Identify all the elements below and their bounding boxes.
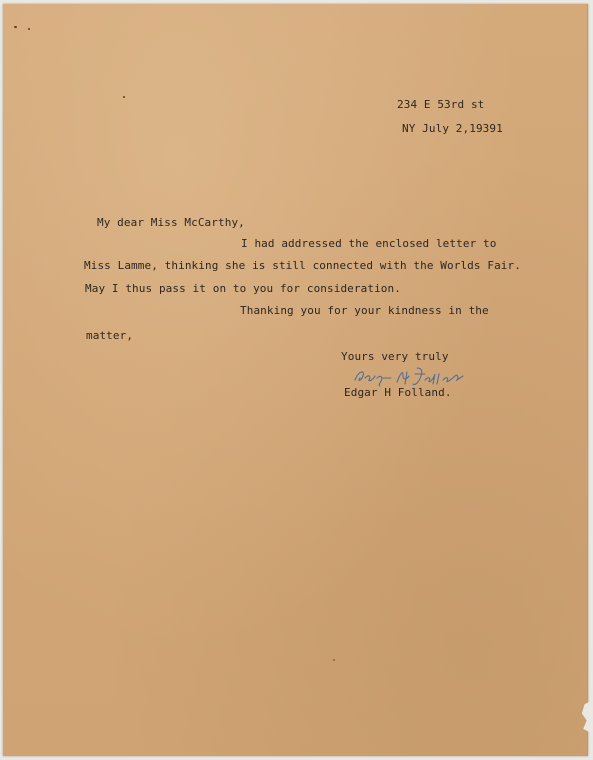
paper-speck: [28, 28, 30, 30]
body-line-4: Thanking you for your kindness in the: [240, 304, 489, 317]
struck-character: 1: [496, 122, 503, 135]
typed-signature: Edgar H Folland.: [344, 386, 452, 399]
paper-speck: [333, 659, 335, 661]
letter-date-text: NY July 2,1939: [402, 122, 497, 135]
paper-speck: [123, 96, 125, 98]
body-line-2: Miss Lamme, thinking she is still connected with the Worlds Fair.: [84, 259, 521, 272]
letter-page: [3, 4, 588, 756]
closing: Yours very truly: [341, 350, 449, 363]
sender-address: 234 E 53rd st: [397, 98, 485, 111]
paper-speck: [14, 26, 17, 28]
body-line-1: I had addressed the enclosed letter to: [241, 237, 497, 250]
handwritten-signature: [351, 364, 471, 388]
body-line-5: matter,: [86, 329, 134, 342]
salutation: My dear Miss McCarthy,: [97, 216, 245, 229]
body-line-3: May I thus pass it on to you for consideration.: [85, 282, 401, 295]
letter-date: [402, 122, 503, 135]
